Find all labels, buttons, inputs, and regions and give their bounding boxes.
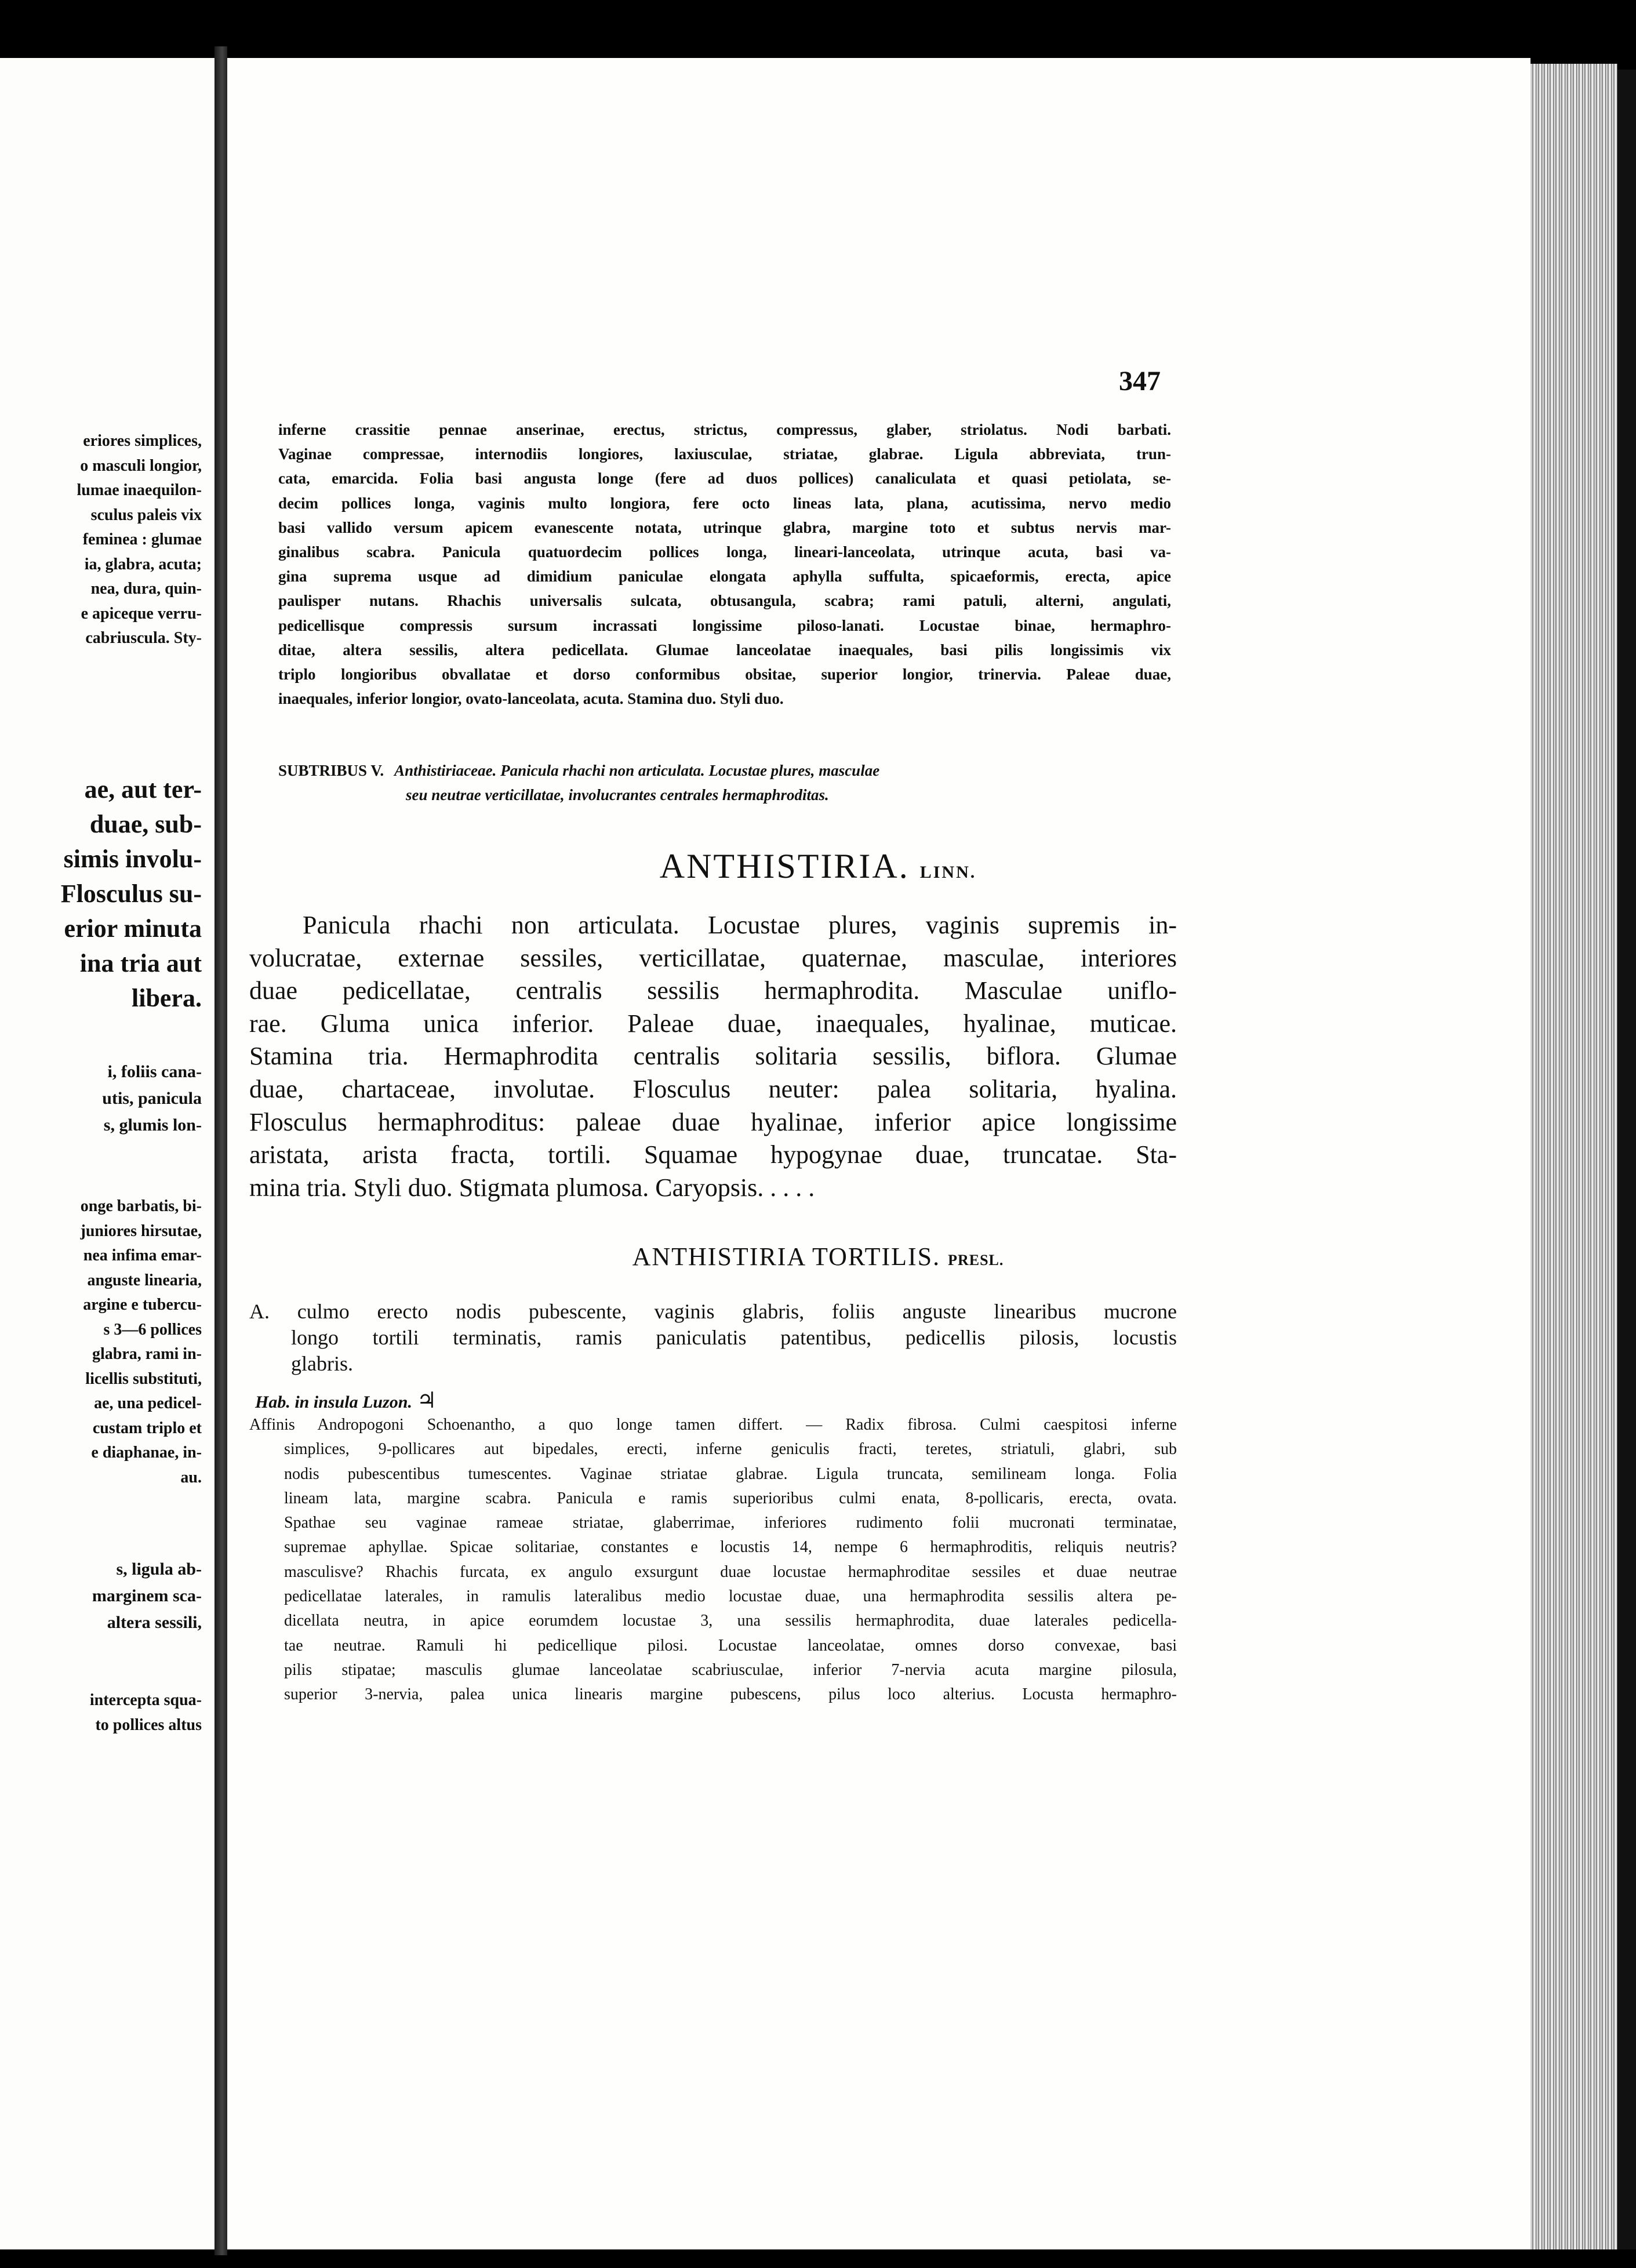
- left-line: to pollices altus: [95, 1715, 202, 1734]
- left-page-block-5: [92, 1556, 202, 1636]
- text-line: triplo longioribus obvallatae et dorso conformibus obsitae, superior longior, trinervia. Paleae duae,: [278, 666, 1171, 684]
- text-line: tae neutrae. Ramuli hi pedicellique pilosi. Locustae lanceolatae, omnes dorso convexae, basi: [284, 1636, 1177, 1655]
- left-line: lumae inaequilon-: [77, 481, 202, 499]
- left-line: s, ligula ab-: [116, 1560, 202, 1579]
- text-line: supremae aphyllae. Spicae solitariae, constantes e locustis 14, nempe 6 hermaphroditis, reliquis neutris?: [284, 1538, 1177, 1557]
- left-line: s 3—6 pollices: [103, 1320, 202, 1339]
- left-line: intercepta squa-: [89, 1691, 202, 1709]
- left-line: glabra, rami in-: [92, 1345, 202, 1363]
- text-line: superior 3-nervia, palea unica linearis margine pubescens, pilus loco alterius. Locusta hermaphro-: [284, 1685, 1177, 1704]
- left-line: e apiceque verru-: [81, 604, 202, 623]
- text-line: inaequales, inferior longior, ovato-lanceolata, acuta. Stamina duo. Styli duo.: [278, 690, 784, 708]
- species-authority: PRESL.: [948, 1252, 1004, 1269]
- text-line: pedicellisque compressis sursum incrassati longissime piloso-lanati. Locustae binae, hermaphro-: [278, 616, 1171, 634]
- page-number: 347: [1119, 366, 1161, 397]
- text-line: decim pollices longa, vaginis multo longiora, fere octo lineas lata, plana, acutissima, nervo medio: [278, 494, 1171, 512]
- text-line: Affinis Andropogoni Schoenantho, a quo longe tamen differt. — Radix fibrosa. Culmi caespitosi inferne: [249, 1416, 1177, 1434]
- left-line: duae, sub-: [89, 810, 202, 838]
- left-facing-page: [0, 58, 215, 2249]
- text-line: simplices, 9-pollicares aut bipedales, erecti, inferne geniculis fracti, teretes, striatuli, glabri, sub: [284, 1440, 1177, 1459]
- habitat-text: Hab. in insula Luzon.: [255, 1393, 412, 1412]
- text-line: rae. Gluma unica inferior. Paleae duae, inaequales, hyalinae, muticae.: [249, 1009, 1177, 1038]
- text-line: dicellata neutra, in apice eorumdem locustae 3, una sessilis hermaphrodita, duae laterales pedicella-: [284, 1612, 1177, 1630]
- left-page-block-3: [102, 1059, 202, 1139]
- genus-authority: LINN.: [919, 863, 977, 882]
- text-line: mina tria. Styli duo. Stigmata plumosa. Caryopsis. . . . .: [249, 1173, 815, 1202]
- text-line: cata, emarcida. Folia basi angusta longe (fere ad duos pollices) canaliculata et quasi petiolata, se-: [278, 470, 1171, 488]
- left-line: cabriuscula. Sty-: [85, 629, 202, 647]
- perennial-symbol: ♃: [416, 1389, 437, 1413]
- text-line: duae, chartaceae, involutae. Flosculus neuter: palea solitaria, hyalina.: [249, 1074, 1177, 1103]
- left-line: femineа : glumae: [82, 530, 202, 548]
- left-page-block-6: [90, 1688, 202, 1738]
- left-page-block-1: [77, 429, 202, 651]
- species-description: [249, 1413, 1177, 1707]
- text-line: volucratae, externae sessiles, verticillatae, quaternae, masculae, interiores: [249, 943, 1177, 972]
- left-line: custam triplo et: [92, 1419, 202, 1437]
- left-line: simis involu-: [63, 845, 202, 873]
- left-line: juniores hirsutae,: [80, 1222, 202, 1240]
- left-line: argine e tubercu-: [83, 1296, 202, 1314]
- text-line: lineam lata, margine scabra. Panicula e ramis superioribus culmi enata, 8-pollicaris, erecta, ovata.: [284, 1489, 1177, 1507]
- left-line: nea, dura, quin-: [90, 580, 202, 598]
- page-edges: [1530, 64, 1617, 2249]
- left-line: e diaphanae, in-: [91, 1444, 202, 1462]
- left-line: onge barbatis, bi-: [80, 1197, 202, 1215]
- left-line: altera sessili,: [107, 1613, 202, 1632]
- left-line: erior minuta: [64, 914, 202, 943]
- text-line: aristata, arista fracta, tortili. Squamae hypogynae duae, truncatae. Sta-: [249, 1140, 1177, 1169]
- left-line: o masculi longior,: [80, 456, 202, 475]
- page-edge-shadow: [1617, 70, 1636, 2249]
- left-line: marginem sca-: [92, 1586, 202, 1605]
- text-line: nodis pubescentibus tumescentes. Vaginae striatae glabrae. Ligula truncata, semilineam longa. Folia: [284, 1464, 1177, 1483]
- left-line: ina tria aut: [79, 949, 202, 977]
- text-line: gina suprema usque ad dimidium paniculae elongata aphylla suffulta, spicaeformis, erecta, apice: [278, 568, 1171, 586]
- text-line: pedicellatae laterales, in ramulis lateralibus medio locustae duae, una hermaphrodita sessilis altera pe-: [284, 1587, 1177, 1606]
- text-line: pilis stipatae; masculis glumae lanceolatae scabriusculae, inferior 7-nervia acuta margine pilosula,: [284, 1660, 1177, 1679]
- habitat-line: [255, 1387, 437, 1413]
- left-line: Flosculus su-: [60, 879, 202, 908]
- text-line: longo tortili terminatis, ramis paniculatis patentibus, pedicellis pilosis, locustis: [291, 1326, 1177, 1349]
- left-line: utis, panicula: [102, 1089, 202, 1108]
- subtribus-heading: [278, 758, 1171, 807]
- genus-description: [249, 909, 1177, 1204]
- species-title: [0, 1242, 1636, 1271]
- species-name: ANTHISTIRIA TORTILIS.: [632, 1242, 941, 1271]
- left-line: ae, una pedicel-: [94, 1394, 202, 1412]
- text-line: Flosculus hermaphroditus: paleae duae hyalinae, inferior apice longissime: [249, 1107, 1177, 1136]
- left-page-block-4: [81, 1194, 202, 1490]
- subtribus-line-1: Anthistiriaceae. Panicula rhachi non articulata. Locustae plures, masculae: [394, 762, 880, 779]
- left-line: libera.: [132, 984, 202, 1012]
- genus-name: ANTHISTIRIA.: [659, 847, 910, 885]
- genus-title: [0, 846, 1636, 886]
- subtribus-label: SUBTRIBUS V.: [278, 762, 384, 779]
- left-line: nea infima emar-: [83, 1246, 202, 1264]
- top-paragraph: [278, 417, 1171, 711]
- species-diagnosis: [249, 1299, 1177, 1377]
- text-line: inferne crassitie pennae anserinae, erectus, strictus, compressus, glaber, striolatus. Nodi barbati.: [278, 421, 1171, 438]
- left-line: eriores simplices,: [83, 432, 202, 450]
- left-line: ae, aut ter-: [84, 775, 202, 804]
- text-line: Panicula rhachi non articulata. Locustae plures, vaginis supremis in-: [303, 911, 1177, 939]
- text-line: Stamina tria. Hermaphrodita centralis solitaria sessilis, biflora. Glumae: [249, 1042, 1177, 1071]
- text-line: duae pedicellatae, centralis sessilis hermaphrodita. Masculae uniflo-: [249, 976, 1177, 1005]
- left-line: licellis substituti,: [85, 1369, 202, 1388]
- text-line: ditae, altera sessilis, altera pedicellata. Glumae lanceolatae inaequales, basi pilis longissimis vix: [278, 641, 1171, 659]
- left-line: au.: [180, 1468, 202, 1486]
- text-line: paulisper nutans. Rhachis universalis sulcata, obtusangula, scabra; rami patuli, alterni, angulati,: [278, 592, 1171, 610]
- text-line: masculisve? Rhachis furcata, ex angulo exsurgunt duae locustae hermaphroditae sessiles et duae neutrae: [284, 1562, 1177, 1581]
- text-line: Vaginae compressae, internodiis longiores, laxiusculae, striatae, glabrae. Ligula abbreviata, trun-: [278, 445, 1171, 463]
- subtribus-line-2: seu neutrae verticillatae, involucrantes centrales hermaphroditas.: [406, 786, 829, 804]
- text-line: A. culmo erecto nodis pubescente, vaginis glabris, foliis anguste linearibus mucrone: [249, 1300, 1177, 1323]
- left-line: i, foliis cana-: [107, 1062, 202, 1081]
- left-line: anguste linearia,: [87, 1271, 202, 1289]
- text-line: basi vallido versum apicem evanescente notata, utrinque glabra, margine toto et subtus nervis mar-: [278, 518, 1171, 536]
- left-line: ia, glabra, acuta;: [84, 555, 202, 573]
- left-line: s, glumis lon-: [103, 1115, 202, 1135]
- text-line: Spathae seu vaginae rameae striatae, glaberrimae, inferiores rudimento folii mucronati terminatae,: [284, 1514, 1177, 1532]
- text-line: ginalibus scabra. Panicula quatuordecim pollices longa, lineari-lanceolata, utrinque acuta, basi va-: [278, 543, 1171, 561]
- book-gutter: [215, 46, 227, 2255]
- left-page-block-2: [61, 772, 202, 1016]
- text-line: glabris.: [291, 1352, 353, 1375]
- left-line: sculus paleis vix: [90, 506, 202, 524]
